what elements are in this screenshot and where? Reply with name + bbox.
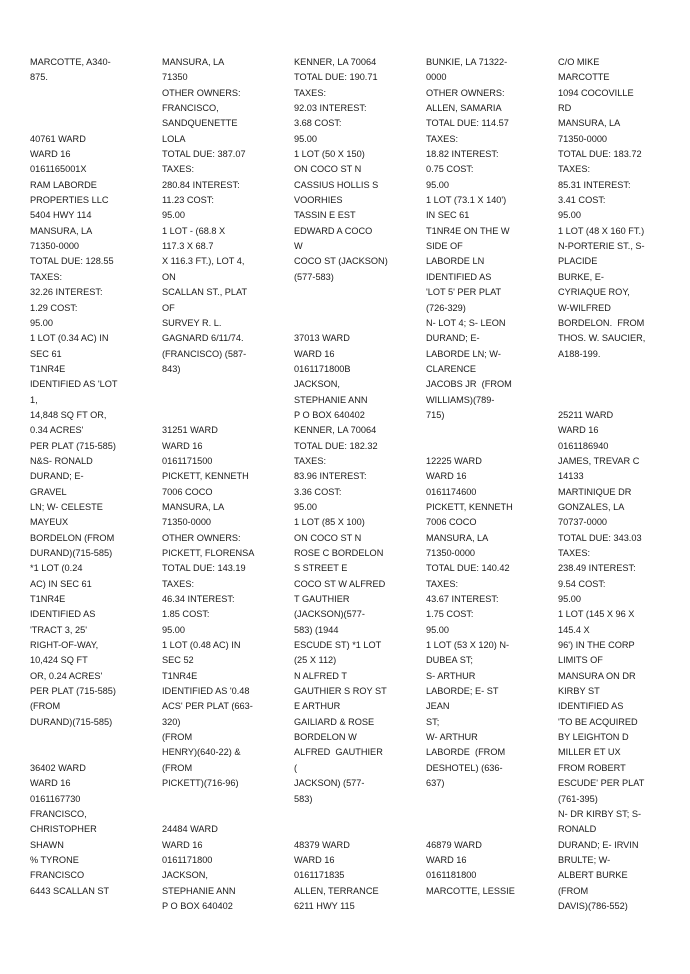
text-line: TOTAL DUE: 387.07 <box>162 149 246 160</box>
text-line: 9.54 COST: <box>558 578 606 589</box>
text-line: 0161165001X <box>30 164 87 175</box>
text-line: 48379 WARD <box>294 839 350 850</box>
text-line: IDENTIFIED AS <box>30 609 96 620</box>
text-line: 12225 WARD <box>426 455 482 466</box>
text-line: HENRY)(640-22) & <box>162 747 241 758</box>
text-line: CYRIAQUE ROY, <box>558 287 630 298</box>
text-line: WARD 16 <box>162 440 203 451</box>
text-line: MARTINIQUE DR <box>558 486 632 497</box>
text-line: 11.23 COST: <box>162 195 214 206</box>
text-line: SEC 61 <box>30 348 62 359</box>
text-line: VOORHIES <box>294 195 343 206</box>
text-line: LOLA <box>162 133 186 144</box>
text-line: WARD 16 <box>30 149 71 160</box>
text-line: KENNER, LA 70064 <box>294 57 377 67</box>
text-line: PER PLAT (715-585) <box>30 686 116 697</box>
text-line: TOTAL DUE: 114.57 <box>426 118 509 129</box>
text-line: ST; <box>426 716 440 727</box>
text-line: ALBERT BURKE <box>558 870 628 881</box>
text-line: 0161171835 <box>294 870 345 881</box>
column-5 <box>558 55 670 914</box>
text-line: AC) IN SEC 61 <box>30 578 92 589</box>
text-line: N&S- RONALD <box>30 455 93 466</box>
text-line: WILLIAMS)(789- <box>426 394 495 405</box>
text-line: ALFRED GAUTHIER <box>294 747 383 758</box>
text-line <box>30 116 142 131</box>
text-line: MARCOTTE <box>558 72 610 83</box>
text-line: 95.00 <box>558 210 581 221</box>
text-line: ALLEN, SAMARIA <box>426 103 502 114</box>
text-line: 83.96 INTEREST: <box>294 471 367 482</box>
text-line: PICKETT, KENNETH <box>162 471 249 482</box>
text-line <box>30 86 142 101</box>
text-line <box>294 807 406 822</box>
text-line: SCALLAN ST., PLAT <box>162 287 248 298</box>
text-line <box>294 301 406 316</box>
text-line: TASSIN E EST <box>294 210 356 221</box>
text-line: IDENTIFIED AS <box>426 271 492 282</box>
text-line <box>294 285 406 300</box>
text-line: (FRANCISCO) (587- <box>162 348 247 359</box>
text-line: PICKETT, FLORENSA <box>162 548 255 558</box>
text-line: T1NR4E <box>30 594 66 605</box>
text-line: N-PORTERIE ST., S- <box>558 241 645 252</box>
text-line: MANSURA, LA <box>162 501 225 512</box>
text-line: 3.36 COST: <box>294 486 342 497</box>
text-line <box>558 393 670 408</box>
text-line: BORDELON W <box>294 732 357 743</box>
column-4 <box>426 55 538 899</box>
text-line: PLACIDE <box>558 256 598 267</box>
text-line: 6211 HWY 115 <box>294 900 355 911</box>
text-line: TOTAL DUE: 140.42 <box>426 563 510 574</box>
text-line: 37013 WARD <box>294 333 350 344</box>
text-line: 36402 WARD <box>30 762 86 773</box>
text-line: 7006 COCO <box>162 486 213 497</box>
text-line: MANSURA, LA <box>162 57 225 67</box>
text-line: P O BOX 640402 <box>162 900 233 911</box>
text-line: 'TRACT 3, 25' <box>30 624 87 635</box>
text-line: WARD 16 <box>30 778 71 789</box>
text-line: S STREET E <box>294 563 348 574</box>
text-line: TOTAL DUE: 128.55 <box>30 256 114 267</box>
column-2 <box>162 55 274 914</box>
text-line: A188-199. <box>558 348 601 359</box>
text-line: 0161174600 <box>426 486 477 497</box>
text-line: JACKSON, <box>162 870 208 881</box>
text-line: 715) <box>426 409 445 420</box>
text-line: IDENTIFIED AS <box>558 701 624 712</box>
text-line: 92.03 INTEREST: <box>294 103 367 114</box>
text-line: 71350-0000 <box>558 133 608 144</box>
text-line: BUNKIE, LA 71322- <box>426 57 508 67</box>
text-line: (FROM <box>30 701 61 712</box>
text-line: CHRISTOPHER <box>30 824 97 835</box>
text-line <box>426 792 538 807</box>
text-line: X 116.3 FT.), LOT 4, <box>162 256 245 267</box>
text-line <box>162 807 274 822</box>
text-line: DURAND)(715-585) <box>30 548 113 558</box>
text-line: 0161171500 <box>162 455 213 466</box>
text-line: ( <box>294 762 298 773</box>
text-line: (25 X 112) <box>294 655 337 666</box>
text-line: T GAUTHIER <box>294 594 350 605</box>
text-line: 0.75 COST: <box>426 164 474 175</box>
text-line: 3.68 COST: <box>294 118 342 129</box>
text-line: RONALD <box>558 824 597 835</box>
text-line: MANSURA, LA <box>426 532 489 543</box>
text-line: 10,424 SQ FT <box>30 655 88 666</box>
text-line: JACOBS JR (FROM <box>426 379 512 390</box>
text-line: OTHER OWNERS: <box>162 532 241 543</box>
text-line <box>162 393 274 408</box>
text-line: TAXES: <box>294 87 326 98</box>
text-line: 1 LOT (0.48 AC) IN <box>162 640 241 651</box>
text-line: MANSURA, LA <box>558 118 621 129</box>
text-line: ALLEN, TERRANCE <box>294 885 379 896</box>
text-line: 1 LOT (50 X 150) <box>294 149 365 160</box>
text-line: JEAN <box>426 701 450 712</box>
text-line: TAXES: <box>426 133 458 144</box>
text-line: 0000 <box>426 72 447 83</box>
text-line: 0161181800 <box>426 870 477 881</box>
text-line: 18.82 INTEREST: <box>426 149 499 160</box>
text-line: TOTAL DUE: 143.19 <box>162 563 246 574</box>
text-line: 71350-0000 <box>162 517 212 528</box>
text-line: 843) <box>162 363 181 374</box>
text-line: 70737-0000 <box>558 517 608 528</box>
text-line: COCO ST (JACKSON) <box>294 256 388 267</box>
text-line: SEC 52 <box>162 655 194 666</box>
text-line: (FROM <box>162 732 193 743</box>
text-line: WARD 16 <box>294 854 335 865</box>
text-line: TAXES: <box>162 164 194 175</box>
text-line: 46.34 INTEREST: <box>162 594 235 605</box>
text-line: STEPHANIE ANN <box>162 885 236 896</box>
text-line: OTHER OWNERS: <box>162 87 241 98</box>
text-line: PICKETT, KENNETH <box>426 501 513 512</box>
text-line: N- LOT 4; S- LEON <box>426 317 506 328</box>
text-line: 0161186940 <box>558 440 609 451</box>
text-line: BORDELON. FROM <box>558 317 645 328</box>
text-line: ON COCO ST N <box>294 532 362 543</box>
text-line: TAXES: <box>426 578 458 589</box>
text-line: FRANCISCO <box>30 870 85 881</box>
text-line: 280.84 INTEREST: <box>162 179 240 190</box>
text-line: (FROM <box>558 885 589 896</box>
text-line <box>162 408 274 423</box>
text-line: FRANCISCO, <box>162 103 219 114</box>
text-line: COCO ST W ALFRED <box>294 578 386 589</box>
text-line: THOS. W. SAUCIER, <box>558 333 646 344</box>
text-line: *1 LOT (0.24 <box>30 563 83 574</box>
text-line: 'LOT 5' PER PLAT <box>426 287 502 298</box>
text-line: JAMES, TREVAR C <box>558 455 640 466</box>
text-line: 1 LOT (53 X 120) N- <box>426 640 510 651</box>
text-line: MARCOTTE, LESSIE <box>426 885 515 896</box>
text-line: STEPHANIE ANN <box>294 394 368 405</box>
text-line: WARD 16 <box>426 471 467 482</box>
text-line: 14,848 SQ FT OR, <box>30 409 107 420</box>
text-line: ROSE C BORDELON <box>294 548 384 558</box>
text-line: BORDELON (FROM <box>30 532 115 543</box>
text-line: FROM ROBERT <box>558 762 626 773</box>
text-line: 31251 WARD <box>162 425 218 436</box>
text-line: DESHOTEL) (636- <box>426 762 503 773</box>
text-line: S- ARTHUR <box>426 670 476 681</box>
text-line: T1NR4E <box>30 363 66 374</box>
text-line: CLARENCE <box>426 363 477 374</box>
text-line: RIGHT-OF-WAY, <box>30 640 99 651</box>
text-line: 1.29 COST: <box>30 302 78 313</box>
text-line: TOTAL DUE: 182.32 <box>294 440 378 451</box>
text-line: 1 LOT (73.1 X 140') <box>426 195 507 206</box>
text-line: MANSURA ON DR <box>558 670 636 681</box>
text-line: 32.26 INTEREST: <box>30 287 103 298</box>
text-line: ESCUDE ST) *1 LOT <box>294 640 382 651</box>
text-line: JACKSON, <box>294 379 340 390</box>
text-line: 1 LOT (145 X 96 X <box>558 609 635 620</box>
text-line: RD <box>558 103 572 114</box>
text-line: 25211 WARD <box>558 409 614 420</box>
text-line: DAVIS)(786-552) <box>558 900 628 911</box>
text-line: 43.67 INTEREST: <box>426 594 499 605</box>
text-line: TAXES: <box>30 271 62 282</box>
text-line <box>294 822 406 837</box>
text-line: DURAND; E- <box>30 471 84 482</box>
text-line: KENNER, LA 70064 <box>294 425 377 436</box>
text-line: 71350 <box>162 72 188 83</box>
text-line: SURVEY R. L. <box>162 317 222 328</box>
text-line: CASSIUS HOLLIS S <box>294 179 379 190</box>
text-line: GONZALES, LA <box>558 501 625 512</box>
text-line: 0161171800 <box>162 854 213 865</box>
text-line: BY LEIGHTON D <box>558 732 629 743</box>
text-line: DURAND; E- IRVIN <box>558 839 639 850</box>
text-line: % TYRONE <box>30 854 79 865</box>
text-line: 85.31 INTEREST: <box>558 179 631 190</box>
text-line: P O BOX 640402 <box>294 409 365 420</box>
text-line: WARD 16 <box>426 854 467 865</box>
text-line: 46879 WARD <box>426 839 482 850</box>
text-line: SIDE OF <box>426 241 463 252</box>
text-line: TOTAL DUE: 190.71 <box>294 72 378 83</box>
text-line: PROPERTIES LLC <box>30 195 109 206</box>
text-line: OF <box>162 302 175 313</box>
text-line: LABORDE LN; W- <box>426 348 501 359</box>
text-line: 1 LOT - (68.8 X <box>162 225 226 236</box>
text-line: RAM LABORDE <box>30 179 97 190</box>
text-line: 95.00 <box>558 594 581 605</box>
text-line: 6443 SCALLAN ST <box>30 885 110 896</box>
text-line: W- ARTHUR <box>426 732 478 743</box>
text-line <box>426 822 538 837</box>
text-line: 71350-0000 <box>426 548 476 558</box>
text-line: 3.41 COST: <box>558 195 606 206</box>
text-line: 117.3 X 68.7 <box>162 241 214 252</box>
text-line: ON COCO ST N <box>294 164 362 175</box>
text-line: 0.34 ACRES' <box>30 425 84 436</box>
text-line: 96') IN THE CORP <box>558 640 635 651</box>
text-line: IDENTIFIED AS 'LOT <box>30 379 118 390</box>
text-line: 95.00 <box>294 133 317 144</box>
text-line: TAXES: <box>294 455 326 466</box>
text-line: 'TO BE ACQUIRED <box>558 716 638 727</box>
text-line: (761-395) <box>558 793 598 804</box>
text-line: DUBEA ST; <box>426 655 473 666</box>
text-line: GRAVEL <box>30 486 67 497</box>
text-line: DURAND; E- <box>426 333 480 344</box>
text-line: IDENTIFIED AS '0.48 <box>162 686 250 697</box>
text-line: (JACKSON)(577- <box>294 609 365 620</box>
text-line: TAXES: <box>558 164 590 175</box>
text-line: N- DR KIRBY ST; S- <box>558 808 642 819</box>
text-line: OR, 0.24 ACRES' <box>30 670 103 681</box>
text-line: WARD 16 <box>558 425 599 436</box>
text-line: N ALFRED T <box>294 670 347 681</box>
text-line <box>558 362 670 377</box>
text-line: EDWARD A COCO <box>294 225 373 236</box>
text-line: LABORDE; E- ST <box>426 686 499 697</box>
text-line: 1 LOT (0.34 AC) IN <box>30 333 109 344</box>
text-line: 71350-0000 <box>30 241 80 252</box>
text-line: GAUTHIER S ROY ST <box>294 686 387 697</box>
text-line: SANDQUENETTE <box>162 118 238 129</box>
text-line: MAYEUX <box>30 517 69 528</box>
text-line: 637) <box>426 778 445 789</box>
text-line: 7006 COCO <box>426 517 477 528</box>
text-line: SHAWN <box>30 839 64 850</box>
text-line: MILLER ET UX <box>558 747 621 758</box>
text-line: TOTAL DUE: 183.72 <box>558 149 642 160</box>
text-line: PER PLAT (715-585) <box>30 440 116 451</box>
text-line: PICKETT)(716-96) <box>162 778 239 789</box>
text-line <box>30 745 142 760</box>
text-line: 1.75 COST: <box>426 609 474 620</box>
text-line <box>30 101 142 116</box>
text-line: 145.4 X <box>558 624 590 635</box>
text-line: 95.00 <box>162 624 185 635</box>
text-line: (FROM <box>162 762 193 773</box>
text-line: 95.00 <box>426 179 449 190</box>
text-line: OTHER OWNERS: <box>426 87 505 98</box>
text-line: 14133 <box>558 471 584 482</box>
text-line: JACKSON) (577- <box>294 778 365 789</box>
text-line: FRANCISCO, <box>30 808 87 819</box>
text-line: W-WILFRED <box>558 302 611 313</box>
text-line: 1094 COCOVILLE <box>558 87 634 98</box>
text-line: LABORDE (FROM <box>426 747 506 758</box>
text-line: 875. <box>30 72 48 83</box>
text-line: T1NR4E ON THE W <box>426 225 510 236</box>
text-line: BURKE, E- <box>558 271 604 282</box>
text-line: W <box>294 241 303 252</box>
text-line: (726-329) <box>426 302 466 313</box>
text-line: 24484 WARD <box>162 824 218 835</box>
text-line: TOTAL DUE: 343.03 <box>558 532 642 543</box>
text-line <box>162 377 274 392</box>
text-line <box>426 807 538 822</box>
text-line: T1NR4E <box>162 670 198 681</box>
text-line: GAGNARD 6/11/74. <box>162 333 244 344</box>
text-line <box>162 792 274 807</box>
text-line: MANSURA, LA <box>30 225 93 236</box>
text-line: WARD 16 <box>294 348 335 359</box>
text-line: IN SEC 61 <box>426 210 470 221</box>
text-line <box>558 377 670 392</box>
text-line: MARCOTTE, A340- <box>30 57 111 67</box>
text-line: ON <box>162 271 176 282</box>
text-line: 1 LOT (48 X 160 FT.) <box>558 225 645 236</box>
text-line: 40761 WARD <box>30 133 86 144</box>
text-line: 0161167730 <box>30 793 81 804</box>
text-line: 95.00 <box>426 624 449 635</box>
text-line: 1 LOT (85 X 100) <box>294 517 365 528</box>
text-line <box>426 439 538 454</box>
column-3 <box>294 55 406 914</box>
text-line: WARD 16 <box>162 839 203 850</box>
text-line: GAILIARD & ROSE <box>294 716 375 727</box>
text-line: (577-583) <box>294 271 334 282</box>
text-line: LABORDE LN <box>426 256 485 267</box>
text-line <box>426 423 538 438</box>
text-line: 238.49 INTEREST: <box>558 563 636 574</box>
text-line: 0161171800B <box>294 363 351 374</box>
text-line: E ARTHUR <box>294 701 341 712</box>
text-line: 95.00 <box>30 317 53 328</box>
text-line: KIRBY ST <box>558 686 600 697</box>
text-line: TAXES: <box>162 578 194 589</box>
text-line: BRULTE; W- <box>558 854 611 865</box>
text-line: LN; W- CELESTE <box>30 501 103 512</box>
text-line: 1, <box>30 394 38 405</box>
text-line: ACS' PER PLAT (663- <box>162 701 253 712</box>
text-line: C/O MIKE <box>558 57 600 67</box>
text-line: 5404 HWY 114 <box>30 210 92 221</box>
text-line: 583) (1944 <box>294 624 339 635</box>
text-line: 1.85 COST: <box>162 609 210 620</box>
text-line <box>294 316 406 331</box>
column-1 <box>30 55 142 899</box>
text-line: TAXES: <box>558 548 590 558</box>
text-line: 95.00 <box>162 210 185 221</box>
text-line: 583) <box>294 793 313 804</box>
text-line: LIMITS OF <box>558 655 603 666</box>
text-line: 95.00 <box>294 501 317 512</box>
text-line <box>30 730 142 745</box>
text-line: ESCUDE' PER PLAT <box>558 778 645 789</box>
text-line: 320) <box>162 716 181 727</box>
text-line: DURAND)(715-585) <box>30 716 113 727</box>
